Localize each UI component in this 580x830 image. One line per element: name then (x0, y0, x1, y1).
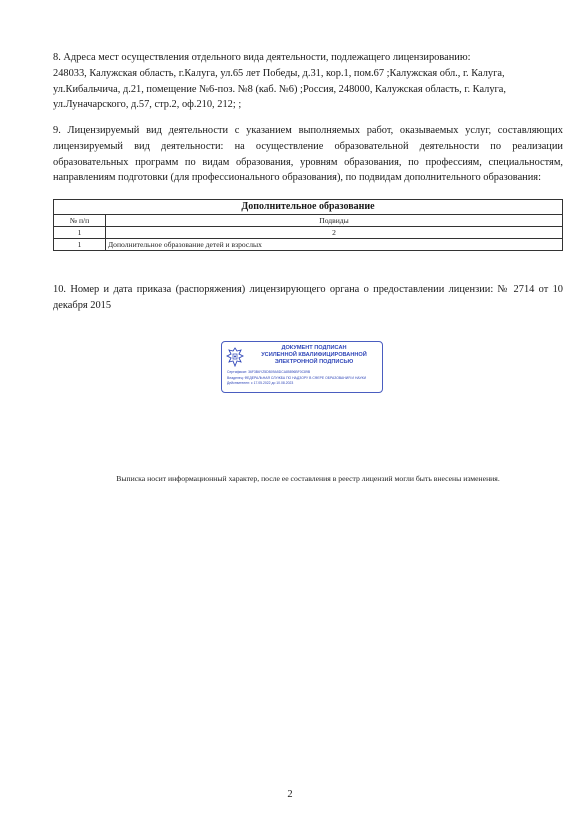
stamp-owner: Владелец: ФЕДЕРАЛЬНАЯ СЛУЖБА ПО НАДЗОРУ В СФЕРЕ ОБРАЗОВАНИЯ И НАУКИ (227, 375, 367, 380)
stamp-certificate: Сертификат: 36F3B6YZ5DB09A5DCA85896BF0C89B (227, 370, 311, 374)
additional-education-table (53, 199, 563, 251)
stamp-line: ДОКУМЕНТ ПОДПИСАН (281, 345, 347, 351)
table-cell: 1 (54, 227, 106, 239)
table-row (54, 239, 563, 251)
disclaimer-note: Выписка носит информационный характер, после ее составления в реестр лицензий могли быть внесены изменения. (116, 474, 500, 483)
address-line: ул.Луначарского, д.57, стр.2, оф.210, 212; ; (53, 99, 242, 111)
column-header-subtypes: Подвиды (106, 215, 563, 227)
stamp-line: УСИЛЕННОЙ КВАЛИФИЦИРОВАННОЙ (261, 352, 367, 358)
stamp-validity: Действителен: с 17.05.2022 до 10.08.2023 (227, 381, 294, 386)
section-9-text: 9. Лицензируемый вид деятельности с указанием выполняемых работ, оказываемых услуг, составляющих лицензируемый вид деятельности: на осуществление образовательной деятельности по реализации образовательных программ по видам образования, уровням образования, по профессиям, специальностям, направлениям подготовки (для профессионального образования), по подвидам дополнительного образования: (53, 125, 563, 184)
electronic-signature-stamp (221, 341, 383, 393)
stamp-line: ЭЛЕКТРОННОЙ ПОДПИСЬЮ (274, 359, 354, 365)
section-10-order (53, 282, 563, 314)
section-8-heading: 8. Адреса мест осуществления отдельного вида деятельности, подлежащего лицензированию: (53, 52, 471, 63)
table-cell: 2 (106, 227, 563, 239)
section-10-text: 10. Номер и дата приказа (распоряжения) лицензирующего органа о предоставлении лицензии: № 2714 от 10 декабря 2015 (53, 284, 563, 311)
table-cell: 1 (54, 239, 106, 251)
page-number: 2 (287, 789, 293, 800)
stamp-details (227, 370, 381, 387)
address-line: ул.Кибальчича, д.21, помещение №6-поз. №8 (каб. №6) ;Россия, 248000, Калужская область, г. Калуга, (53, 83, 507, 95)
section-8-addresses (53, 50, 563, 113)
column-header-number: № п/п (54, 215, 106, 227)
table-header-row (54, 215, 563, 227)
coat-of-arms-icon (226, 347, 244, 367)
table-numbering-row (54, 227, 563, 239)
table-title: Дополнительное образование (54, 200, 563, 215)
stamp-heading (248, 345, 380, 366)
table-cell: Дополнительное образование детей и взрослых (106, 239, 563, 251)
section-9-activity (53, 123, 563, 186)
address-line: 248033, Калужская область, г.Калуга, ул.65 лет Победы, д.31, кор.1, пом.67 ;Калужская обл., г. Калуга, (53, 67, 505, 79)
